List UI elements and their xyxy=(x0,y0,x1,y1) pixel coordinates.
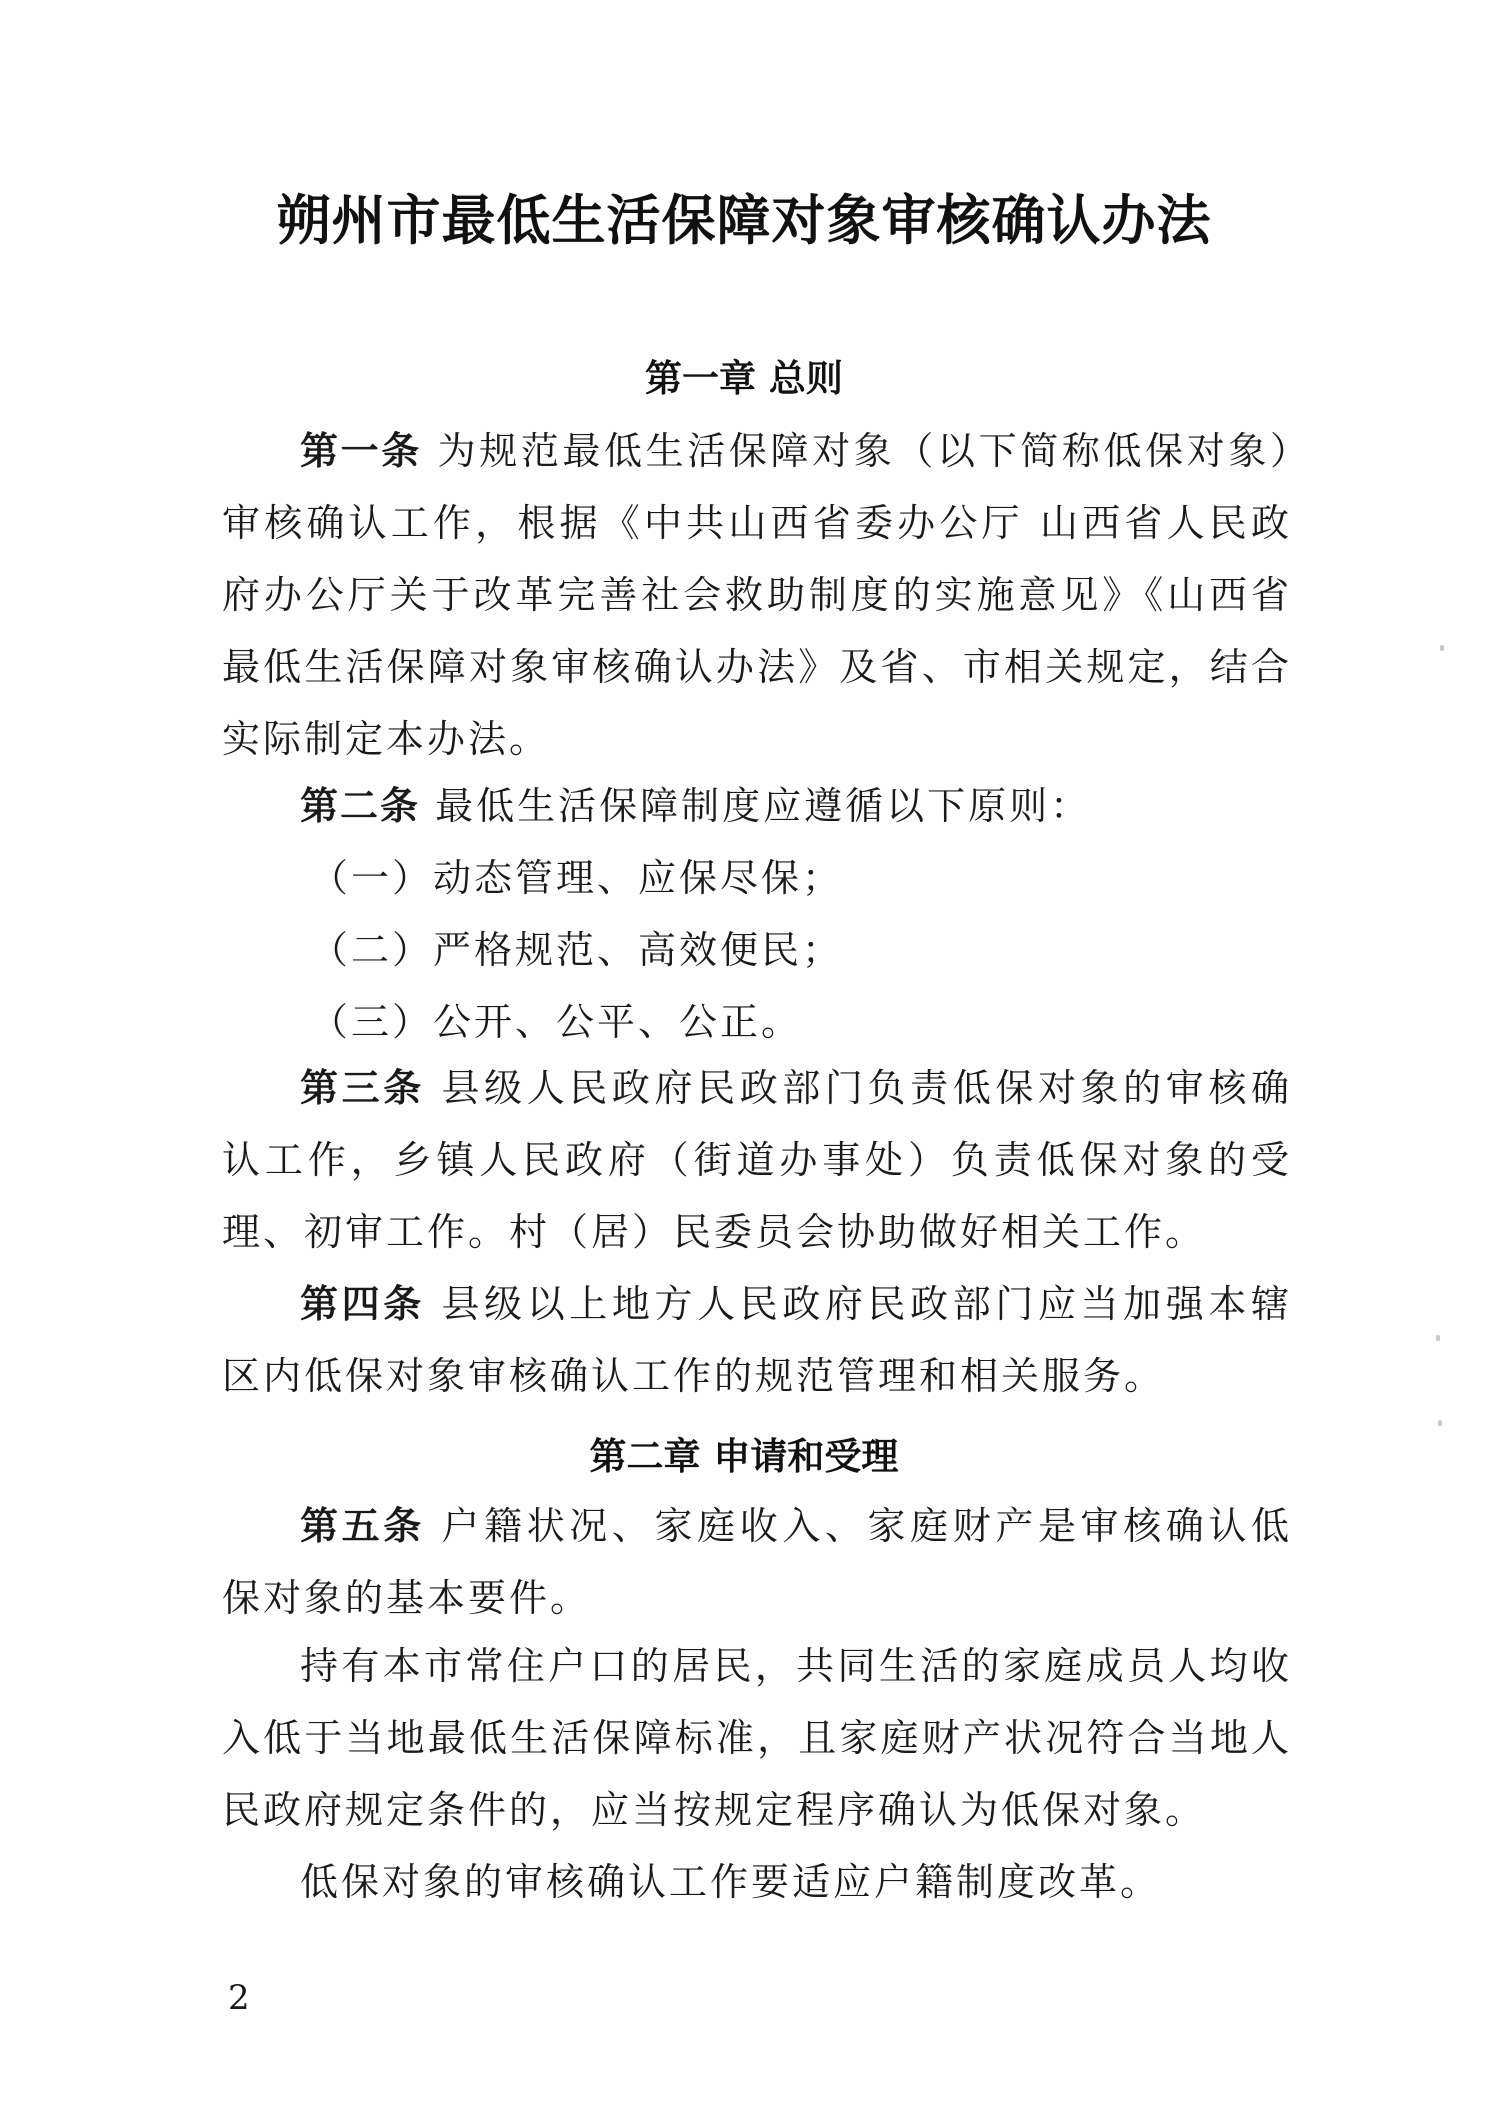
article-3-lead: 第三条 xyxy=(300,1066,425,1110)
article-3-text: 县级人民政府民政部门负责低保对象的审核确认工作，乡镇人民政府（街道办事处）负责低保对象的受理、初审工作。村（居）民委员会协助做好相关工作。 xyxy=(222,1066,1292,1254)
article-1-text: 为规范最低生活保障对象（以下简称低保对象）审核确认工作，根据《中共山西省委办公厅 山西省人民政府办公厅关于改革完善社会救助制度的实施意见》《山西省最低生活保障对象审核确认办法》及省、市相关规定，结合实际制定本办法。 xyxy=(222,429,1292,761)
article-2 xyxy=(222,770,1292,842)
article-4-lead: 第四条 xyxy=(300,1282,425,1326)
principle-item-2: （二）严格规范、高效便民； xyxy=(310,928,844,972)
article-4-text: 县级以上地方人民政府民政部门应当加强本辖区内低保对象审核确认工作的规范管理和相关服务。 xyxy=(222,1282,1292,1398)
scan-speck xyxy=(1438,1420,1442,1426)
chapter-heading-1: 第一章 总则 xyxy=(645,357,843,400)
chapter-heading-2: 第二章 申请和受理 xyxy=(589,1435,899,1478)
article-5-text: 户籍状况、家庭收入、家庭财产是审核确认低保对象的基本要件。 xyxy=(222,1504,1292,1620)
article-5-lead: 第五条 xyxy=(300,1504,425,1548)
article-1 xyxy=(222,415,1292,775)
article-2-text: 最低生活保障制度应遵循以下原则： xyxy=(420,784,1092,828)
principle-item-3: （三）公开、公平、公正。 xyxy=(310,1000,803,1044)
article-1-lead: 第一条 xyxy=(300,429,422,473)
article-2-lead: 第二条 xyxy=(300,784,421,828)
article-4 xyxy=(222,1268,1292,1412)
article-3 xyxy=(222,1052,1292,1268)
paragraph-residents: 持有本市常住户口的居民，共同生活的家庭成员人均收入低于当地最低生活保障标准，且家庭财产状况符合当地人民政府规定条件的，应当按规定程序确认为低保对象。 xyxy=(222,1644,1292,1832)
page-number: 2 xyxy=(228,1978,250,2018)
paragraph-household-reform: 低保对象的审核确认工作要适应户籍制度改革。 xyxy=(300,1860,1162,1904)
scan-speck xyxy=(1440,645,1444,651)
scan-speck xyxy=(1436,1335,1440,1341)
principle-item-1: （一）动态管理、应保尽保； xyxy=(310,856,844,900)
article-5 xyxy=(222,1490,1292,1634)
document-title: 朔州市最低生活保障对象审核确认办法 xyxy=(276,189,1212,252)
